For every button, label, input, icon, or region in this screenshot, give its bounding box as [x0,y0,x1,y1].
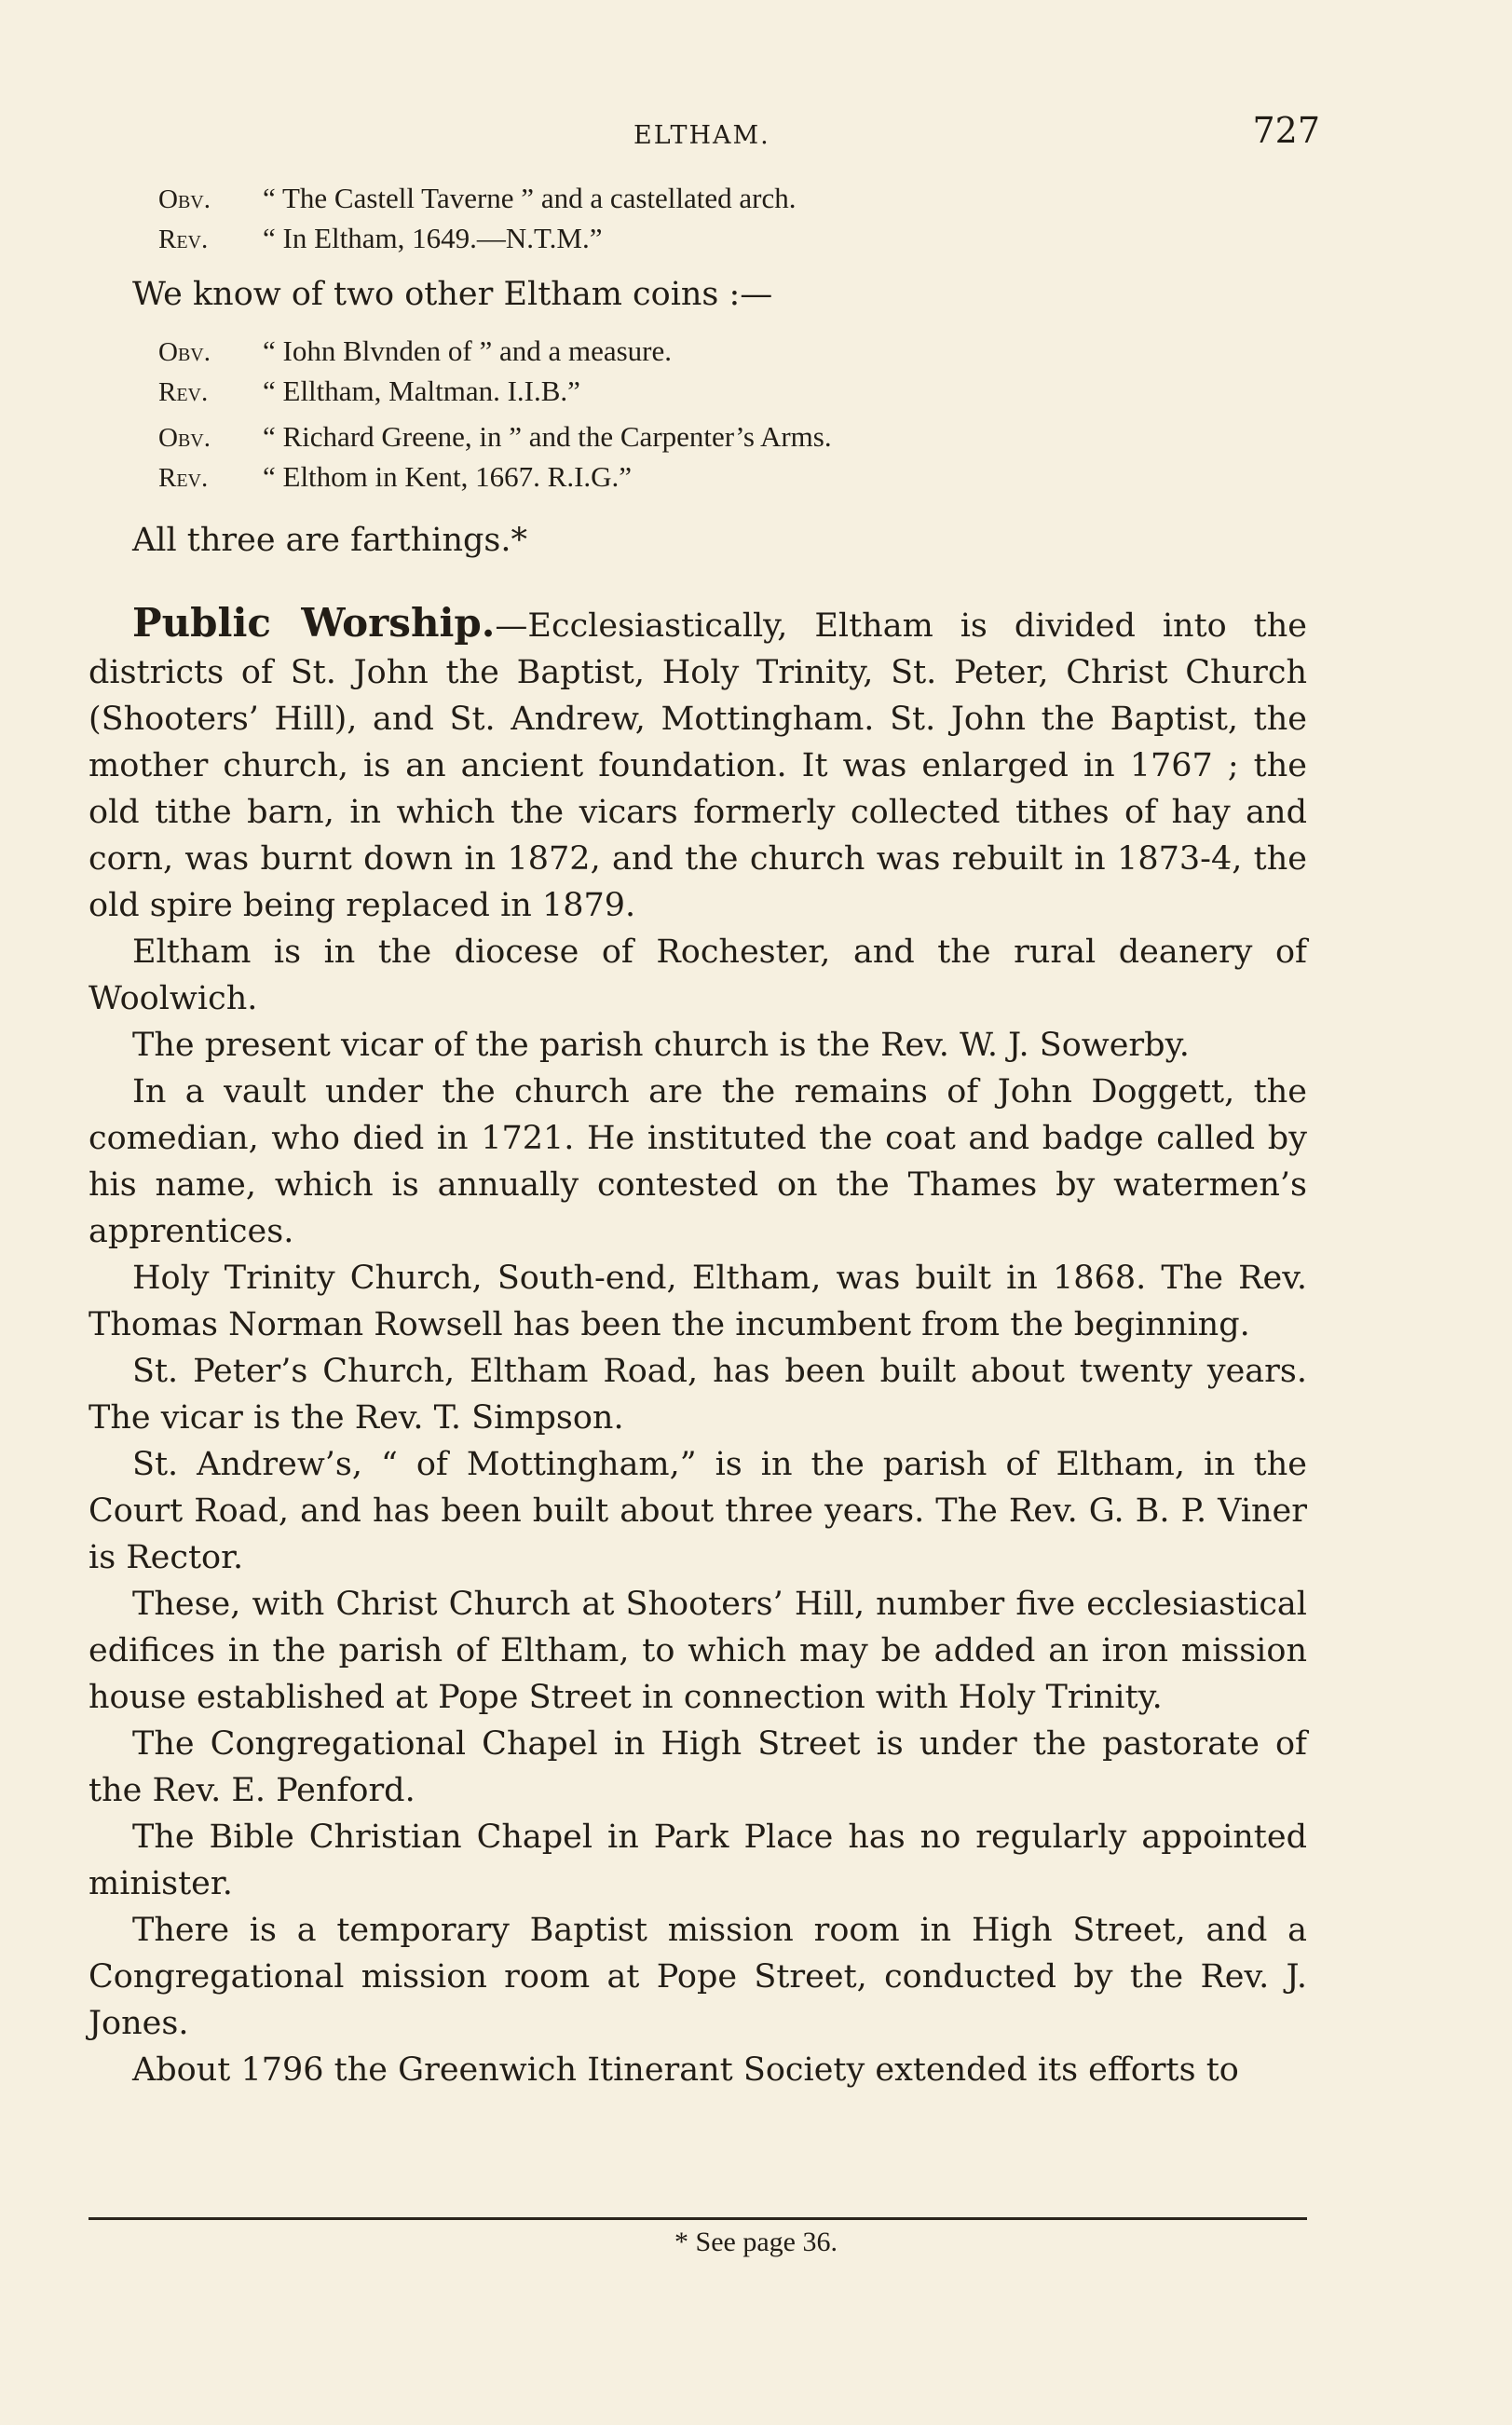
paragraph: Holy Trinity Church, South-end, Eltham, was built in 1868. The Rev. Thomas Norman Rowsell has been the incumbent from the beginning. [89,1260,1307,1343]
coin-line [158,457,1307,497]
paragraph: Eltham is in the diocese of Rochester, and the rural deanery of Woolwich. [89,933,1307,1017]
coin-inscription: “ In Eltham, 1649.—N.T.M.” [263,222,603,254]
farthings-line: All three are farthings.* [132,522,527,559]
coin-list-castell [89,179,1307,259]
paragraph: St. Andrew’s, “ of Mottingham,” is in the parish of Eltham, in the Court Road, and has been built about three years. The Rev. G. B. P. Viner is Rector. [89,1446,1307,1576]
paragraph: There is a temporary Baptist mission room in High Street, and a Congregational mission room at Pope Street, conducted by the Rev. J. Jones. [89,1912,1307,2042]
coin-line [158,372,1307,412]
footnote: * See page 36. [674,2227,838,2257]
running-head: ELTHAM. [633,121,770,150]
page-header [89,110,1320,166]
coin-inscription: “ The Castell Taverne ” and a castellated arch. [263,182,797,214]
coin-inscription: “ Iohn Blvnden of ” and a measure. [263,334,673,367]
intro-line: We know of two other Eltham coins :— [132,276,773,313]
coin-inscription: “ Elthom in Kent, 1667. R.I.G.” [263,460,633,493]
section-heading: Public Worship. [132,600,496,646]
page-number: 727 [1252,110,1320,151]
coin-inscription: “ Elltham, Maltman. I.I.B.” [263,375,580,407]
coin-line [158,219,1307,259]
coin-side-label: Obv. [158,184,211,214]
coin-side-label: Obv. [158,337,211,367]
paragraph: The present vicar of the parish church is the Rev. W. J. Sowerby. [132,1027,1190,1064]
coin-line [158,179,1307,219]
paragraph: The Bible Christian Chapel in Park Place has no regularly appointed minister. [89,1819,1307,1902]
paragraph: About 1796 the Greenwich Itinerant Society extended its efforts to [132,2051,1239,2089]
paragraph: These, with Christ Church at Shooters’ Hill, number five ecclesiastical edifices in the parish of Eltham, to which may be added an iron mission house established at Pope Street in connection with Holy Trinity. [89,1586,1307,1716]
coin-side-label: Rev. [158,377,209,407]
coin-side-label: Obv. [158,423,211,453]
paragraph: St. Peter’s Church, Eltham Road, has been built about twenty years. The vicar is the Rev. T. Simpson. [89,1353,1307,1437]
coin-line [158,417,1307,457]
coin-side-label: Rev. [158,225,209,254]
public-worship-section [89,600,1307,2093]
paragraph: In a vault under the church are the remains of John Doggett, the comedian, who died in 1721. He instituted the coat and badge called by his name, which is annually contested on the Thames by watermen’s apprentices. [89,1073,1307,1250]
coin-side-label: Rev. [158,463,209,493]
coin-inscription: “ Richard Greene, in ” and the Carpenter’s Arms. [263,420,832,453]
paragraph: Public Worship.—Ecclesiastically, Eltham is divided into the districts of St. John the Baptist, Holy Trinity, St. Peter, Christ Church (Shooters’ Hill), and St. Andrew, Mottingham. St. John the Baptist, the mother church, is an ancient foundation. It was enlarged in 1767 ; the old tithe barn, in which the vicars formerly collected tithes of hay and corn, was burnt down in 1872, and the church was rebuilt in 1873-4, the old spire being replaced in 1879. [89,600,1307,924]
coin-list-other [89,332,1307,497]
coin-line [158,332,1307,372]
paragraph: The Congregational Chapel in High Street is under the pastorate of the Rev. E. Penford. [89,1725,1307,1809]
